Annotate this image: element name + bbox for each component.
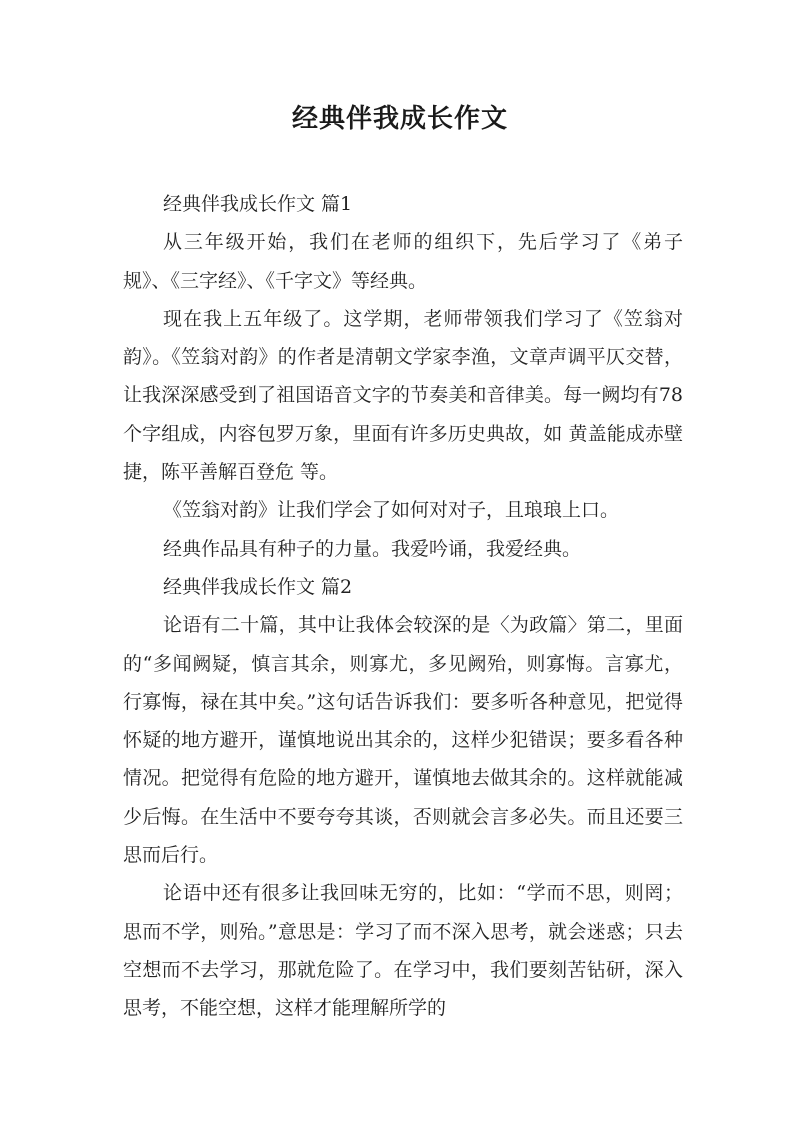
paragraph: 论语中还有很多让我回味无穷的，比如：“学而不思，则罔；思而不学，则殆。”意思是：学习了而不深入思考，就会迷惑；只去空想而不去学习，那就危险了。在学习中，我们要刻苦钻研，深入思考，不能空想，这样才能理解所学的 xyxy=(123,882,683,1020)
section-heading-1: 经典伴我成长作文 篇1 xyxy=(163,193,353,215)
paragraph: 经典作品具有种子的力量。我爱吟诵，我爱经典。 xyxy=(163,537,582,560)
paragraph: 论语有二十篇，其中让我体会较深的是〈为政篇〉第二，里面的“多闻阙疑，慎言其余，则寡尤，多见阙殆，则寡悔。言寡尤，行寡悔，禄在其中矣。”这句话告诉我们：要多听各种意见，把觉得怀疑的地方避开，谨慎地说出其余的，这样少犯错误；要多看各种情况。把觉得有危险的地方避开，谨慎地去做其余的。这样就能减少后悔。在生活中不要夸夸其谈，否则就会言多必失。而且还要三思而后行。 xyxy=(123,614,683,867)
section-heading-2: 经典伴我成长作文 篇2 xyxy=(163,575,353,598)
paragraph: 现在我上五年级了。这学期，老师带领我们学习了《笠翁对韵》。《笠翁对韵》的作者是清朝文学家李渔，文章声调平仄交替，让我深深感受到了祖国语音文字的节奏美和音律美。每一阙均有78个字组成，内容包罗万象，里面有许多历史典故，如 黄盖能成赤壁捷，陈平善解百登危 等。 xyxy=(123,307,683,484)
paragraph: 从三年级开始，我们在老师的组织下，先后学习了《弟子规》、《三字经》、《千字文》等经典。 xyxy=(123,231,683,292)
document-title: 经典伴我成长作文 xyxy=(291,104,508,134)
document-body xyxy=(123,185,683,1028)
paragraph: 《笠翁对韵》让我们学会了如何对对子，且琅琅上口。 xyxy=(163,499,620,522)
